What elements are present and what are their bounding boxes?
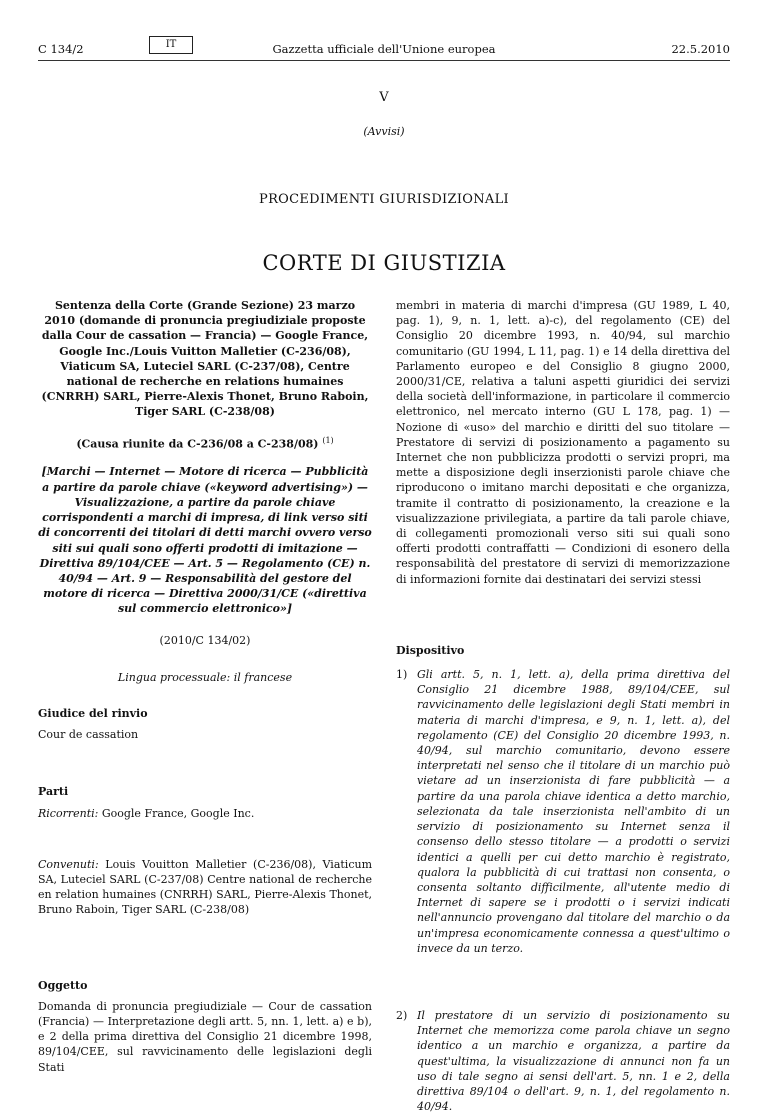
left-column (38, 298, 372, 1075)
dispositivo-heading: Dispositivo (396, 643, 465, 657)
court-title: CORTE DI GIUSTIZIA (262, 251, 506, 275)
section-title: PROCEDIMENTI GIURISDIZIONALI (259, 192, 509, 207)
parties-heading: Parti (38, 785, 69, 799)
defendants-names: Louis Vouitton Malletier (C-236/08), Viaticum SA, Luteciel SARL (C-237/08) Centre national de recherche en relation humaines (CNRRH) SARL, Pierre-Alexis Thonet, Bruno Raboin, Tiger SARL (C-238/08) (38, 857, 373, 917)
right-column (396, 298, 730, 1114)
header-rule (38, 60, 730, 61)
footnote-ref: (1) (322, 435, 334, 445)
case-reference: (2010/C 134/02) (159, 633, 251, 647)
joined-cases (38, 433, 372, 452)
journal-title: Gazzetta ufficiale dell'Unione europea (272, 42, 496, 56)
applicants (38, 806, 372, 821)
procedure-language: Lingua processuale: il francese (117, 670, 293, 684)
part-subtitle: (Avvisi) (363, 125, 405, 138)
applicants-label: Ricorrenti: (38, 806, 99, 820)
applicants-names: Google France, Google Inc. (101, 806, 255, 820)
dispositivo-list (396, 667, 730, 1114)
keywords-block: [Marchi — Internet — Motore di ricerca — Pubblicità a partire da parole chiave («keyword advertising») — Visualizzazione, a partire da parole chiave corrispondenti a marchi di impresa, di link verso siti di concorrenti dei titolari di detti marchi ovvero verso siti sui quali sono offerti prodotti di imitazione — Direttiva 89/104/CEE — Art. 5 — Regolamento (CE) n. 40/94 — Art. 9 — Responsabilità del gestore del motore di ricerca — Direttiva 2000/31/CE («direttiva sul commercio elettronico»] (38, 465, 372, 616)
referring-court-heading: Giudice del rinvio (38, 706, 148, 720)
part-number: V (379, 90, 389, 105)
item-text: Il prestatore di un servizio di posizionamento su Internet che memorizza come parola chiave un segno identico a un marchio e organizza, a partire da quest'ultima, la visualizzazione di annunci non fa un uso di tale segno ai sensi dell'art. 5, nn. 1 e 2, della direttiva 89/104 o dell'art. 9, n. 1, del regolamento n. 40/94. (417, 1008, 730, 1114)
item-text: Gli artt. 5, n. 1, lett. a), della prima direttiva del Consiglio 21 dicembre 1988, 89/104/CEE, sul ravvicinamento delle legislazioni degli Stati membri in materia di marchi d'impresa, e 9, n. 1, lett. a), del regolamento (CE) del Consiglio 20 dicembre 1993, n. 40/94, sul marchio comunitario, devono essere interpretati nel senso che il titolare di un marchio può vietare ad un inserzionista di fare pubblicità — a partire da una parola chiave identica a detto marchio, selezionata da tale inserzionista nell'ambito di un servizio di posizionamento su Internet senza il consenso dello stesso titolare — a prodotti o servizi identici a quelli per cui detto marchio è registrato, qualora la pubblicità di cui trattasi non consenta, o consenta soltanto difficilmente, all'utente medio di Internet di sapere se i prodotti o i servizi indicati nell'annuncio provengano dal titolare del marchio o da un'impresa economicamente connessa a quest'ultimo o invece da un terzo. (417, 668, 730, 955)
subject-text: Domanda di pronuncia pregiudiziale — Cour de cassation (Francia) — Interpretazione degli artt. 5, nn. 1, lett. a) e b), e 2 della prima direttiva del Consiglio 21 dicembre 1998, 89/104/CEE, sul ravvicinamento delle legislazioni degli Stati (38, 999, 372, 1074)
defendants (38, 857, 372, 918)
item-number: 1) (396, 668, 408, 682)
dispositivo-item (396, 1008, 730, 1114)
language-code-box: IT (149, 36, 193, 54)
dispositivo-item (396, 667, 730, 956)
defendants-label: Convenuti: (38, 857, 99, 871)
judgment-title: Sentenza della Corte (Grande Sezione) 23 marzo 2010 (domande di pronuncia pregiudiziale proposte dalla Cour de cassation — Francia) — Google France, Google Inc./Louis Vuitton Malletier (C-236/08), Viaticum SA, Luteciel SARL (C-237/08), Centre national de recherche en relations humaines (CNRRH) SARL, Pierre-Alexis Thonet, Bruno Raboin, Tiger SARL (C-238/08) (41, 299, 369, 419)
publication-date: 22.5.2010 (671, 42, 730, 56)
page-reference: C 134/2 (38, 42, 84, 56)
subject-heading: Oggetto (38, 978, 88, 992)
referring-court: Cour de cassation (38, 728, 139, 742)
subject-continued: membri in materia di marchi d'impresa (GU 1989, L 40, pag. 1), 9, n. 1, lett. a)-c), del regolamento (CE) del Consiglio 20 dicembre 1993, n. 40/94, sul marchio comunitario (GU 1994, L 11, pag. 1) e 14 della direttiva del Parlamento europeo e del Consiglio 8 giugno 2000, 2000/31/CE, relativa a taluni aspetti giuridici dei servizi della società dell'informazione, in particolare il commercio elettronico, nel mercato interno (GU L 178, pag. 1) — Nozione di «uso» del marchio e diritti del suo titolare — Prestatore di servizi di posizionamento a pagamento su Internet che non pubblicizza prodotti o servizi propri, ma mette a disposizione degli inserzionisti parole chiave che riproducono o imitano marchi depositati e che organizza, tramite il contratto di posizionamento, la creazione e la visualizzazione privilegiata, a partire da tali parole chiave, di collegamenti promozionali verso siti sui quali sono offerti prodotti contraffatti — Condizioni di esonero della responsabilità del prestatore di servizi di memorizzazione di informazioni fornite dai destinatari dei servizi stessi (396, 299, 730, 586)
joined-cases-text: (Causa riunite da C-236/08 a C-238/08) (76, 437, 319, 451)
item-number: 2) (396, 1008, 408, 1022)
